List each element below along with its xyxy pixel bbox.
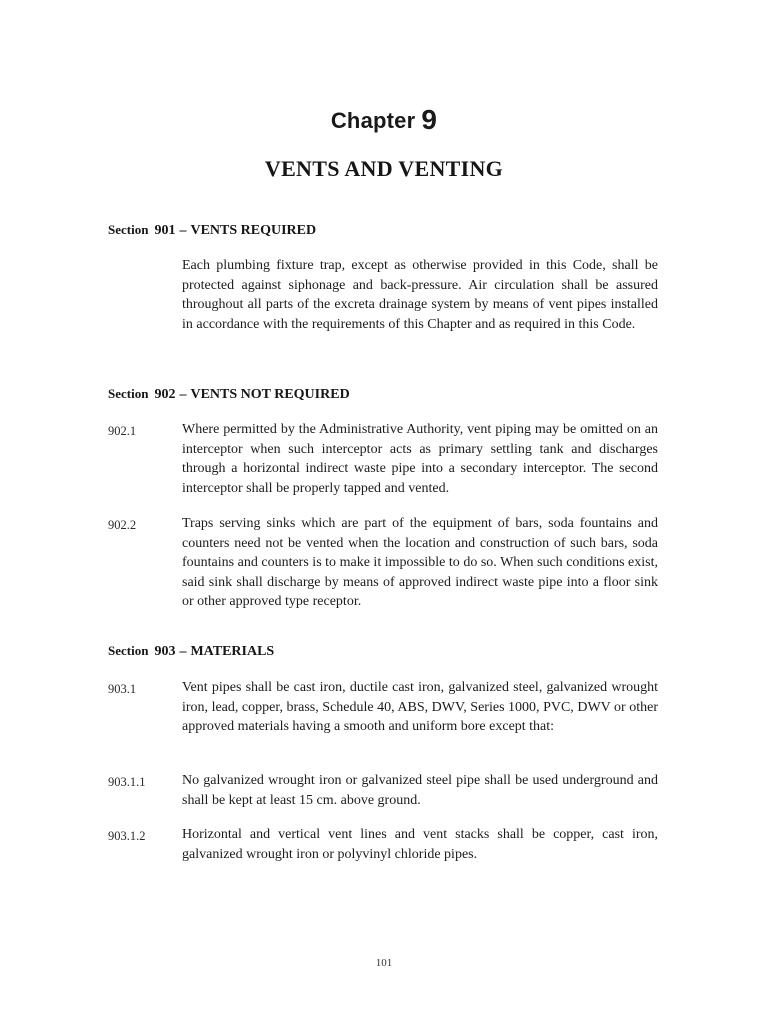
paragraph-902-1: Where permitted by the Administrative Authority, vent piping may be omitted on an interceptor when such interceptor acts as primary settling tank and discharges through a horizontal indirect waste pipe into a secondary interceptor. The second interceptor shall be properly tapped and vented. xyxy=(182,422,658,496)
section-heading-902: Section 902 – VENTS NOT REQUIRED xyxy=(108,386,350,402)
paragraph-number-902-1: 902.1 xyxy=(108,424,137,438)
section-word: Section xyxy=(108,386,149,401)
section-number: 903 xyxy=(154,644,176,659)
section-heading-903: Section 903 – MATERIALS xyxy=(108,643,275,659)
chapter-number: 9 xyxy=(421,104,438,135)
section-number: 901 xyxy=(154,223,176,238)
paragraph-number-903-1-1: 903.1.1 xyxy=(108,775,146,789)
section-word: Section xyxy=(108,643,149,658)
paragraph-903-1-1: No galvanized wrought iron or galvanized steel pipe shall be used underground and shall be kept at least 15 cm. above ground. xyxy=(182,773,658,808)
section-title: VENTS NOT REQUIRED xyxy=(190,387,350,402)
paragraph-903-1-2: Horizontal and vertical vent lines and vent stacks shall be copper, cast iron, galvanized wrought iron or polyvinyl chloride pipes. xyxy=(182,827,658,862)
section-title: VENTS REQUIRED xyxy=(190,223,317,238)
section-number: 902 xyxy=(154,387,176,402)
chapter-label: Chapter xyxy=(330,108,416,133)
chapter-title: VENTS AND VENTING xyxy=(264,156,504,181)
paragraph-901: Each plumbing fixture trap, except as otherwise provided in this Code, shall be protected against siphonage and back-pressure. Air circulation shall be assured throughout all parts of the excreta drainage system by means of vent pipes installed in accordance with the requirements of this Chapter and as required in this Code. xyxy=(182,258,658,332)
section-word: Section xyxy=(108,222,149,237)
paragraph-number-902-2: 902.2 xyxy=(108,518,137,532)
section-title: MATERIALS xyxy=(190,644,275,659)
paragraph-number-903-1: 903.1 xyxy=(108,682,137,696)
paragraph-number-903-1-2: 903.1.2 xyxy=(108,829,146,843)
page-number: 101 xyxy=(375,957,393,969)
paragraph-902-2: Traps serving sinks which are part of the equipment of bars, soda fountains and counters need not be vented when the location and construction of such bars, soda fountains and counters is to make it impossible to do so. When such conditions exist, said sink shall discharge by means of approved indirect waste pipe into a floor sink or other approved type receptor. xyxy=(182,516,658,609)
chapter-heading xyxy=(0,104,768,136)
paragraph-903-1: Vent pipes shall be cast iron, ductile cast iron, galvanized steel, galvanized wrought iron, lead, copper, brass, Schedule 40, ABS, DWV, Series 1000, PVC, DWV or other approved materials having a smooth and uniform bore except that: xyxy=(182,680,658,734)
section-heading-901: Section 901 – VENTS REQUIRED xyxy=(108,222,317,238)
